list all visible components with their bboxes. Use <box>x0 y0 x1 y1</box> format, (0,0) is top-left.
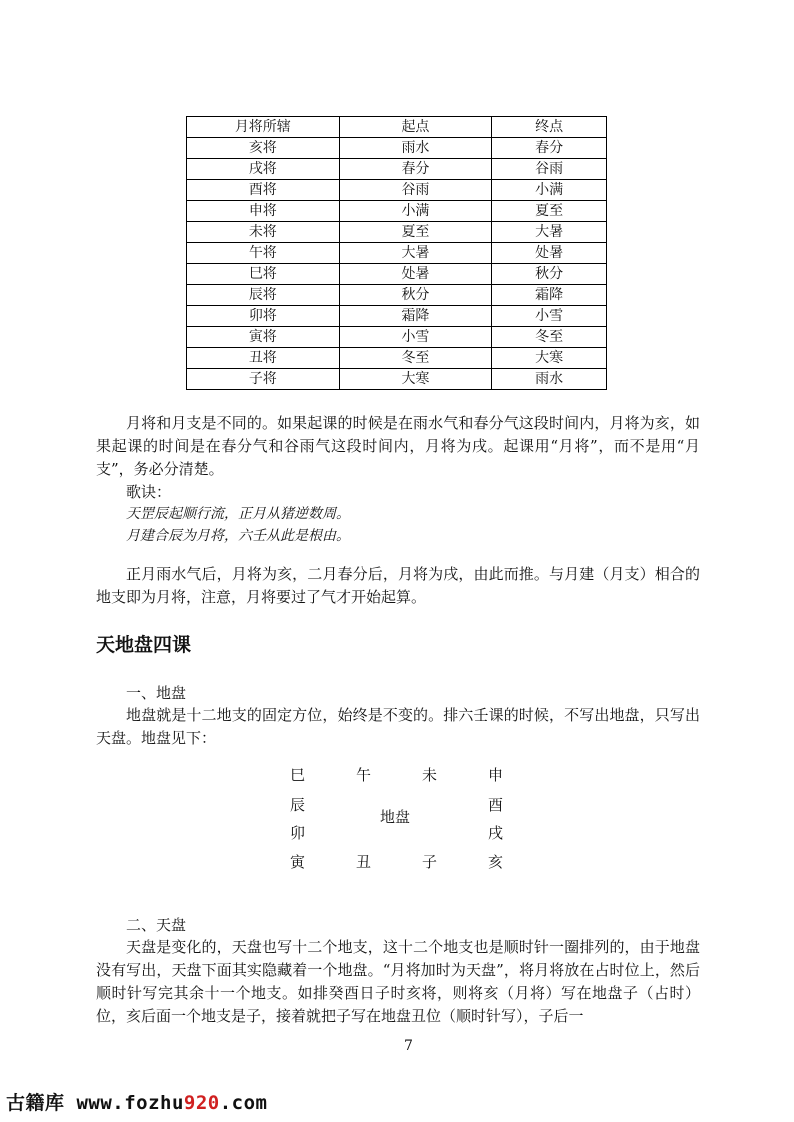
table-cell: 亥将 <box>187 138 340 159</box>
table-row <box>187 306 607 327</box>
table-cell: 丑将 <box>187 348 340 369</box>
table-cell: 大寒 <box>339 369 492 390</box>
table-cell: 小满 <box>492 180 607 201</box>
subsection-title-tianpan: 二、天盘 <box>126 916 187 934</box>
table-cell: 小雪 <box>339 327 492 348</box>
paragraph-month-general-rule: 正月雨水气后，月将为亥，二月春分后，月将为戌，由此而推。与月建（月支）相合的地支即为月将，注意，月将要过了气才开始起算。 <box>96 565 700 606</box>
watermark-prefix: 古籍库 www.fozhu <box>6 1092 184 1114</box>
table-cell: 大寒 <box>492 348 607 369</box>
branch-mao: 卯 <box>290 824 306 842</box>
yuejiang-table <box>186 116 607 390</box>
table-cell: 霜降 <box>492 285 607 306</box>
table-cell: 申将 <box>187 201 340 222</box>
table-cell: 辰将 <box>187 285 340 306</box>
header-cell: 起点 <box>339 117 492 138</box>
table-cell: 巳将 <box>187 264 340 285</box>
geju-label: 歌诀： <box>126 483 172 501</box>
branch-shen: 申 <box>488 766 504 784</box>
table-cell: 雨水 <box>492 369 607 390</box>
branch-chou: 丑 <box>356 853 372 871</box>
table-cell: 未将 <box>187 222 340 243</box>
branch-yin: 寅 <box>290 853 306 871</box>
poem-line-1: 天罡辰起顺行流，正月从猪逆数周。 <box>126 506 350 522</box>
branch-xu: 戌 <box>488 824 504 842</box>
table-row <box>187 327 607 348</box>
header-cell: 月将所辖 <box>187 117 340 138</box>
watermark-highlight: 920 <box>183 1092 220 1114</box>
table-cell: 秋分 <box>492 264 607 285</box>
subsection-title-dipan: 一、地盘 <box>126 684 187 702</box>
header-cell: 终点 <box>492 117 607 138</box>
dipan-center-label: 地盘 <box>380 808 411 826</box>
table-header-row <box>187 117 607 138</box>
table-cell: 大暑 <box>492 222 607 243</box>
table-cell: 卯将 <box>187 306 340 327</box>
page-number: 7 <box>404 1038 413 1054</box>
table-row <box>187 180 607 201</box>
table-row <box>187 138 607 159</box>
table-cell: 戌将 <box>187 159 340 180</box>
table-cell: 小满 <box>339 201 492 222</box>
table-cell: 小雪 <box>492 306 607 327</box>
branch-hai: 亥 <box>488 853 504 871</box>
table-row <box>187 285 607 306</box>
table-cell: 谷雨 <box>339 180 492 201</box>
branch-zi: 子 <box>422 853 438 871</box>
table-cell: 夏至 <box>492 201 607 222</box>
table-row <box>187 222 607 243</box>
table-cell: 寅将 <box>187 327 340 348</box>
table-cell: 午将 <box>187 243 340 264</box>
table-cell: 春分 <box>339 159 492 180</box>
watermark-suffix: .com <box>219 1092 268 1114</box>
table-cell: 秋分 <box>339 285 492 306</box>
table-cell: 子将 <box>187 369 340 390</box>
site-watermark <box>6 1088 267 1115</box>
table-row <box>187 348 607 369</box>
table-cell: 春分 <box>492 138 607 159</box>
table-cell: 谷雨 <box>492 159 607 180</box>
poem-line-2: 月建合辰为月将，六壬从此是根由。 <box>126 528 350 544</box>
table-cell: 处暑 <box>492 243 607 264</box>
branch-wei: 未 <box>422 766 438 784</box>
table-cell: 雨水 <box>339 138 492 159</box>
table-cell: 霜降 <box>339 306 492 327</box>
table-row <box>187 264 607 285</box>
branch-wu: 午 <box>356 766 372 784</box>
table-cell: 大暑 <box>339 243 492 264</box>
table-cell: 冬至 <box>492 327 607 348</box>
dipan-diagram <box>290 764 520 874</box>
section-title: 天地盘四课 <box>96 634 192 656</box>
table-cell: 处暑 <box>339 264 492 285</box>
paragraph-tianpan: 天盘是变化的，天盘也写十二个地支，这十二个地支也是顺时针一圈排列的，由于地盘没有写出，天盘下面其实隐藏着一个地盘。“月将加时为天盘”，将月将放在占时位上，然后顺时针写完其余十一个地支。如排癸酉日子时亥将，则将亥（月将）写在地盘子（占时）位，亥后面一个地支是子，接着就把子写在地盘丑位（顺时针写），子后一 <box>96 938 700 1025</box>
table-cell: 冬至 <box>339 348 492 369</box>
table-row <box>187 369 607 390</box>
table-row <box>187 201 607 222</box>
branch-you: 酉 <box>488 796 504 814</box>
branch-si: 巳 <box>290 766 306 784</box>
branch-chen: 辰 <box>290 796 306 814</box>
paragraph-dipan: 地盘就是十二地支的固定方位，始终是不变的。排六壬课的时候，不写出地盘，只写出天盘。地盘见下： <box>96 706 700 747</box>
paragraph-yuejiang-vs-yuezhi: 月将和月支是不同的。如果起课的时候是在雨水气和春分气这段时间内，月将为亥，如果起课的时间是在春分气和谷雨气这段时间内，月将为戌。起课用“月将”，而不是用“月支”，务必分清楚。 <box>96 414 700 478</box>
table-cell: 酉将 <box>187 180 340 201</box>
table-row <box>187 243 607 264</box>
table-cell: 夏至 <box>339 222 492 243</box>
table-row <box>187 159 607 180</box>
